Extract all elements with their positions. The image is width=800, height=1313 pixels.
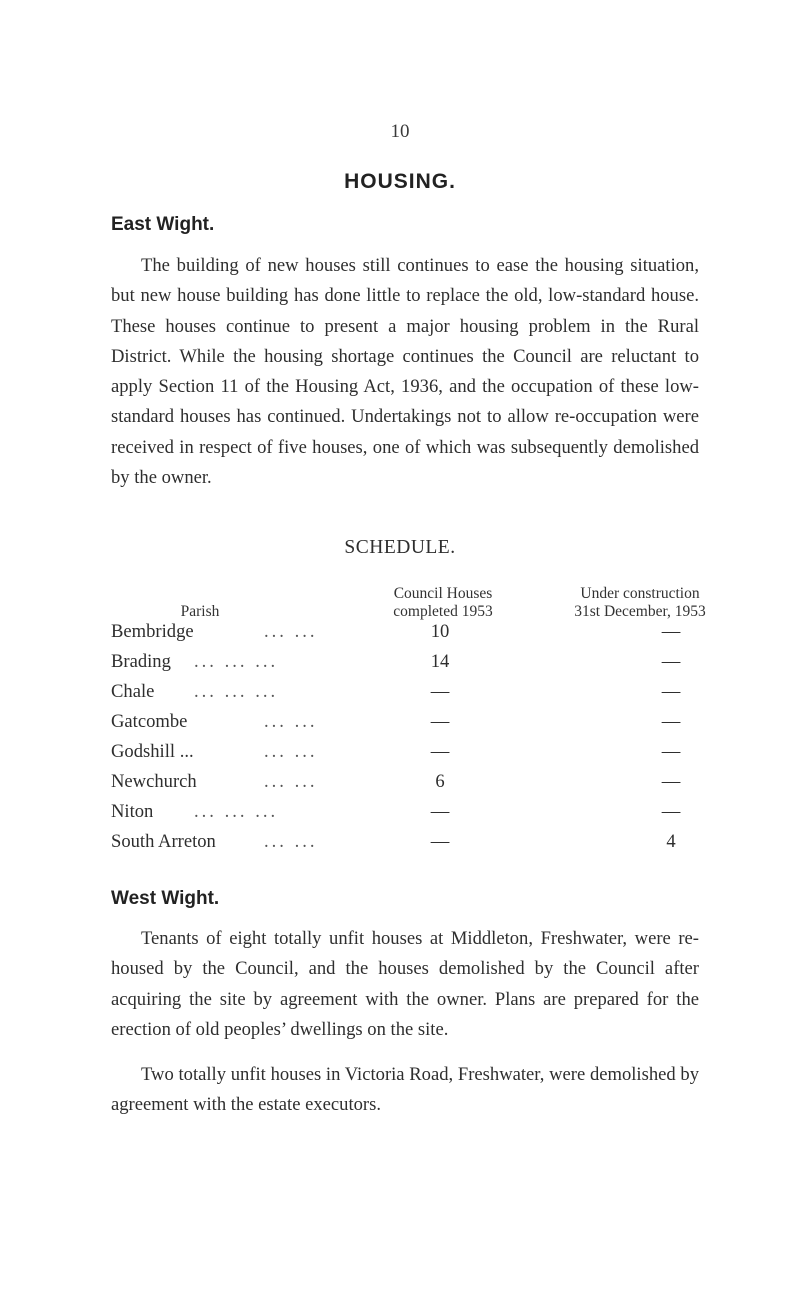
- council-houses-completed: —: [430, 831, 450, 852]
- council-houses-completed: —: [430, 801, 450, 822]
- under-construction: —: [661, 741, 681, 762]
- parish-name: South Arreton: [111, 831, 216, 852]
- leader-dots: ... ...: [264, 771, 318, 792]
- header-council-houses: [353, 585, 533, 621]
- east-wight-paragraph: The building of new houses still continues to ease the housing situation, but new house building has done little to replace the old, low-standard house. These houses continue to present a major housing problem in the Rural District. While the housing shortage continues the Council are reluctant to apply Section 11 of the Housing Act, 1936, and the occupation of these low-standard houses has continued. Undertakings not to allow re-occupation were received in respect of five houses, one of which was subsequently demolished by the owner.: [111, 255, 699, 489]
- table-row: [111, 711, 701, 739]
- under-construction: —: [661, 771, 681, 792]
- under-construction: 4: [666, 831, 676, 852]
- table-row: [111, 771, 701, 799]
- page-title: HOUSING.: [344, 170, 456, 193]
- leader-dots: ... ...: [264, 711, 318, 732]
- parish-name: Godshill ...: [111, 741, 194, 762]
- header-under-construction: [555, 585, 725, 621]
- council-houses-completed: 6: [435, 771, 445, 792]
- leader-dots: ... ... ...: [194, 681, 279, 702]
- header-parish: Parish: [180, 603, 220, 620]
- table-row: [111, 621, 701, 649]
- header-council-line1: Council Houses: [393, 585, 493, 602]
- under-construction: —: [661, 711, 681, 732]
- table-row: [111, 651, 701, 679]
- leader-dots: ... ...: [264, 621, 318, 642]
- under-construction: —: [661, 621, 681, 642]
- page-number: 10: [390, 121, 410, 142]
- west-wight-paragraph-1: Tenants of eight totally unfit houses at Middleton, Freshwater, were re-housed by the Council, and the houses demolished by the Council after acquiring the site by agreement with the owner. Plans are prepared for the erection of old peoples’ dwellings on the site.: [111, 928, 699, 1040]
- west-wight-paragraph-2: Two totally unfit houses in Victoria Road, Freshwater, were demolished by agreement with the estate executors.: [111, 1064, 699, 1116]
- table-row: [111, 741, 701, 769]
- council-houses-completed: 14: [430, 651, 450, 672]
- east-wight-heading: East Wight.: [111, 214, 215, 235]
- under-construction: —: [661, 801, 681, 822]
- table-row: [111, 681, 701, 709]
- parish-name: Chale: [111, 681, 155, 702]
- schedule-title: SCHEDULE.: [344, 537, 456, 558]
- council-houses-completed: 10: [430, 621, 450, 642]
- council-houses-completed: —: [430, 681, 450, 702]
- table-row: [111, 831, 701, 859]
- under-construction: —: [661, 651, 681, 672]
- leader-dots: ... ...: [264, 741, 318, 762]
- leader-dots: ... ... ...: [194, 801, 279, 822]
- header-council-line2: completed 1953: [393, 603, 493, 620]
- parish-name: Gatcombe: [111, 711, 188, 732]
- leader-dots: ... ... ...: [194, 651, 279, 672]
- header-construction-line2: 31st December, 1953: [574, 603, 706, 620]
- leader-dots: ... ...: [264, 831, 318, 852]
- under-construction: —: [661, 681, 681, 702]
- parish-name: Newchurch: [111, 771, 197, 792]
- parish-name: Niton: [111, 801, 154, 822]
- table-row: [111, 801, 701, 829]
- council-houses-completed: —: [430, 711, 450, 732]
- parish-name: Bembridge: [111, 621, 194, 642]
- parish-name: Brading: [111, 651, 171, 672]
- council-houses-completed: —: [430, 741, 450, 762]
- header-construction-line1: Under construction: [580, 585, 700, 602]
- west-wight-heading: West Wight.: [111, 888, 220, 909]
